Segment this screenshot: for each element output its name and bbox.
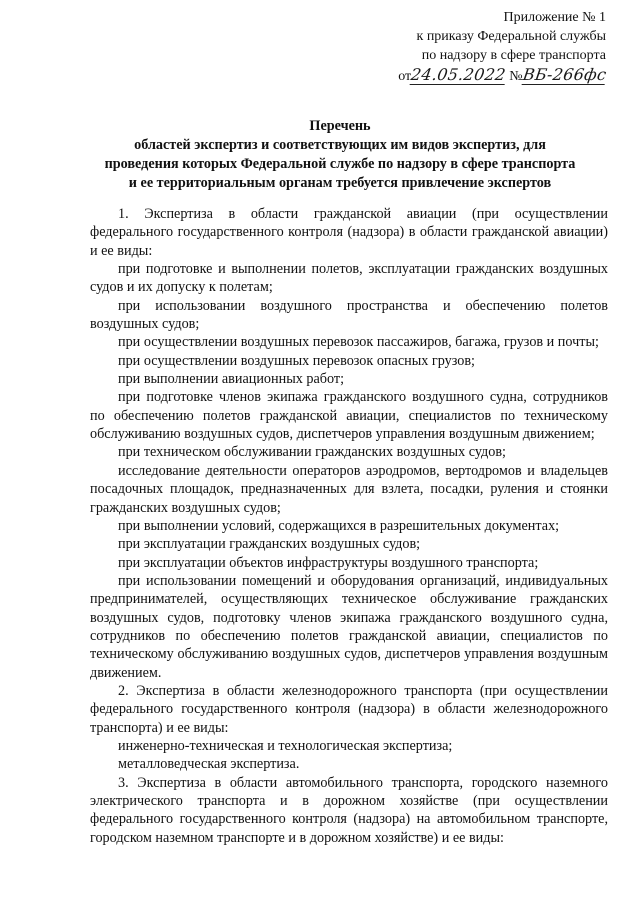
- document-title: [70, 117, 610, 193]
- paragraph: при выполнении условий, содержащихся в разрешительных документах;: [118, 517, 560, 534]
- appendix-agency: по надзору в сфере транспорта: [421, 48, 606, 63]
- paragraph: при подготовке и выполнении полетов, эксплуатации гражданских воздушных судов и их допуску к полетам;: [90, 261, 608, 296]
- paragraph: 1. Экспертиза в области гражданской авиации (при осуществлении федерального государственного контроля (надзора) в области гражданской авиации) и ее виды:: [90, 206, 608, 259]
- paragraph: исследование деятельности операторов аэродромов, вертодромов и владельцев посадочных площадок, предназначенных для взлета, посадки, руления и стоянки гражданских воздушных судов;: [90, 462, 608, 516]
- document-body: [90, 205, 608, 847]
- paragraph: при техническом обслуживании гражданских воздушных судов;: [118, 444, 506, 461]
- paragraph: металловедческая экспертиза.: [118, 756, 300, 773]
- paragraph: инженерно-техническая и технологическая экспертиза;: [118, 737, 453, 754]
- paragraph: при осуществлении воздушных перевозок опасных грузов;: [118, 352, 475, 369]
- appendix-number: Приложение № 1: [503, 10, 606, 25]
- title-line-1: Перечень: [309, 118, 371, 134]
- appendix-date-line: [356, 65, 606, 86]
- paragraph: 2. Экспертиза в области железнодорожного транспорта (при осуществлении федерального государственного контроля (надзора) в области железнодорожного транспорта) и ее виды:: [90, 682, 608, 736]
- paragraph: при подготовке членов экипажа гражданского воздушного судна, сотрудников по обеспечению полетов гражданской авиации, специалистов по техническому обслуживанию воздушных судов, диспетчеров управления воздушным движением;: [90, 389, 608, 443]
- paragraph: при выполнении авиационных работ;: [118, 371, 345, 388]
- title-line-3: проведения которых Федеральной службе по надзору в сфере транспорта: [104, 156, 576, 172]
- number-sign: №: [509, 69, 523, 84]
- paragraph: при использовании воздушного пространства и обеспечению полетов воздушных судов;: [90, 297, 608, 333]
- title-line-4: и ее территориальным органам требуется привлечение экспертов: [128, 175, 552, 191]
- appendix-header: [356, 8, 606, 86]
- appendix-order-ref: к приказу Федеральной службы: [416, 29, 606, 44]
- title-line-2: областей экспертиз и соответствующих им видов экспертиз, для: [134, 137, 546, 153]
- paragraph: при осуществлении воздушных перевозок пассажиров, багажа, грузов и почты;: [118, 334, 599, 351]
- handwritten-date: 24.05.2022: [409, 65, 508, 84]
- date-prefix: от: [398, 69, 412, 84]
- paragraph: при использовании помещений и оборудования организаций, индивидуальных предпринимателей, осуществляющих техническое обслуживание гражданских воздушных судов, подготовку членов экипажа гражданского воздушного судна, сотрудников по обеспечению полетов гражданской авиации, специалистов по техническому обслуживанию воздушных судов, диспетчеров управления воздушным движением.: [90, 572, 608, 681]
- paragraph: при эксплуатации гражданских воздушных судов;: [118, 536, 421, 553]
- paragraph: 3. Экспертиза в области автомобильного транспорта, городского наземного электрического транспорта и в дорожном хозяйстве (при осуществлении федерального государственного контроля (надзора) на автомобильном транспорте, городском наземном транспорте и в дорожном хозяйстве) и ее виды:: [90, 774, 608, 846]
- handwritten-order-number: ВБ-266фс: [521, 65, 608, 84]
- paragraph: при эксплуатации объектов инфраструктуры воздушного транспорта;: [118, 554, 539, 571]
